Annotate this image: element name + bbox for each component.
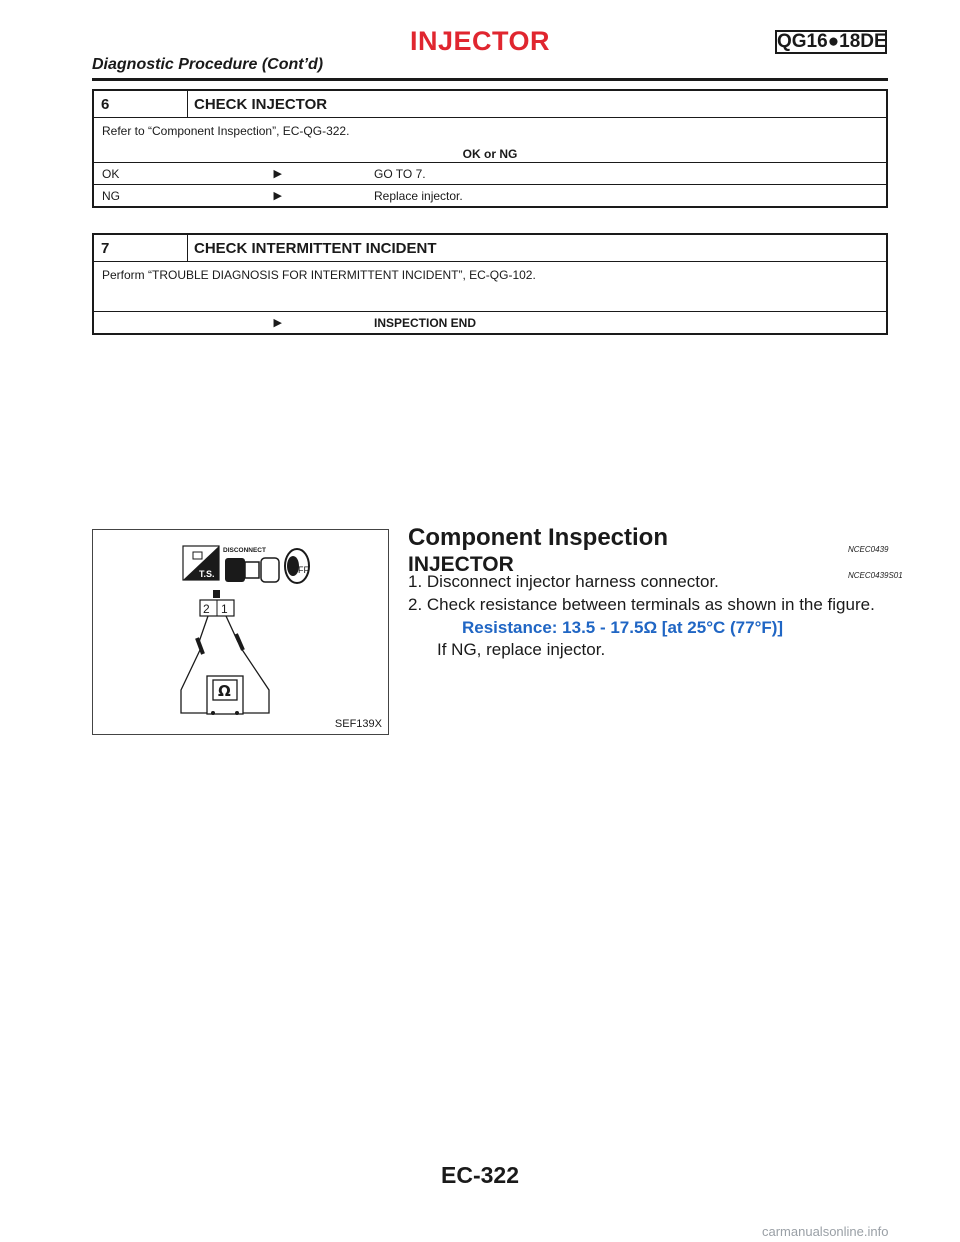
ohmmeter-icon (207, 676, 243, 715)
result-label: OK (102, 166, 120, 181)
injector-diagram (93, 530, 390, 736)
step-instruction: Refer to “Component Inspection”, EC-QG-322. (102, 124, 350, 138)
disconnect-label: DISCONNECT (223, 547, 266, 554)
injector-connector (200, 590, 234, 616)
step-number: 6 (94, 91, 188, 117)
result-label: NG (102, 188, 120, 203)
ng-note: If NG, replace injector. (437, 640, 606, 659)
step-6-body (94, 117, 886, 162)
arrow-icon: ▶ (273, 317, 282, 329)
section-code: NCEC0439 (848, 545, 889, 554)
ts-label: T.S. (199, 569, 215, 579)
ts-icon (183, 546, 219, 580)
step-number: 7 (94, 235, 188, 261)
result-action: INSPECTION END (374, 315, 477, 330)
step-7-body (94, 261, 886, 311)
result-action: GO TO 7. (374, 166, 426, 181)
step-6-box (92, 89, 888, 208)
step-title: CHECK INTERMITTENT INCIDENT (194, 239, 437, 257)
terminal-2-label: 2 (203, 602, 210, 616)
result-action: Replace injector. (374, 188, 463, 203)
step-6-header (94, 91, 886, 117)
subsection-code: NCEC0439S01 (848, 571, 903, 580)
result-row-ng (94, 184, 886, 206)
engine-badge: QG16●18DE (777, 31, 887, 52)
header-rule (92, 78, 888, 81)
figure-code: SEF139X (334, 718, 382, 730)
result-row-end (94, 311, 886, 333)
inspection-figure (92, 529, 389, 735)
section-title: Component Inspection (408, 524, 668, 551)
off-label: OFF (291, 565, 309, 575)
step-instruction: Perform “TROUBLE DIAGNOSIS FOR INTERMITTENT INCIDENT”, EC-QG-102. (102, 268, 536, 282)
page-number: EC-322 (441, 1162, 519, 1188)
page-title: INJECTOR (409, 26, 551, 56)
arrow-icon: ▶ (273, 168, 282, 180)
terminal-1-label: 1 (221, 602, 228, 616)
procedure-step-1: 1. Disconnect injector harness connector. (408, 572, 719, 591)
arrow-icon: ▶ (273, 190, 282, 202)
procedure-step-2: 2. Check resistance between terminals as shown in the figure. (408, 595, 875, 614)
ohm-symbol: Ω (218, 682, 231, 700)
step-question: OK or NG (462, 147, 518, 161)
page-subtitle: Diagnostic Procedure (Cont’d) (92, 56, 324, 73)
ignition-off-icon (285, 549, 309, 583)
subsection-title: INJECTOR (408, 553, 514, 576)
disconnect-connector-icon (223, 547, 279, 582)
result-row-ok (94, 162, 886, 184)
watermark: carmanualsonline.info (762, 1224, 889, 1239)
step-title: CHECK INJECTOR (194, 95, 328, 113)
resistance-spec: Resistance: 13.5 - 17.5Ω [at 25°C (77°F)] (462, 618, 784, 637)
step-7-header (94, 235, 886, 261)
step-7-box (92, 233, 888, 335)
